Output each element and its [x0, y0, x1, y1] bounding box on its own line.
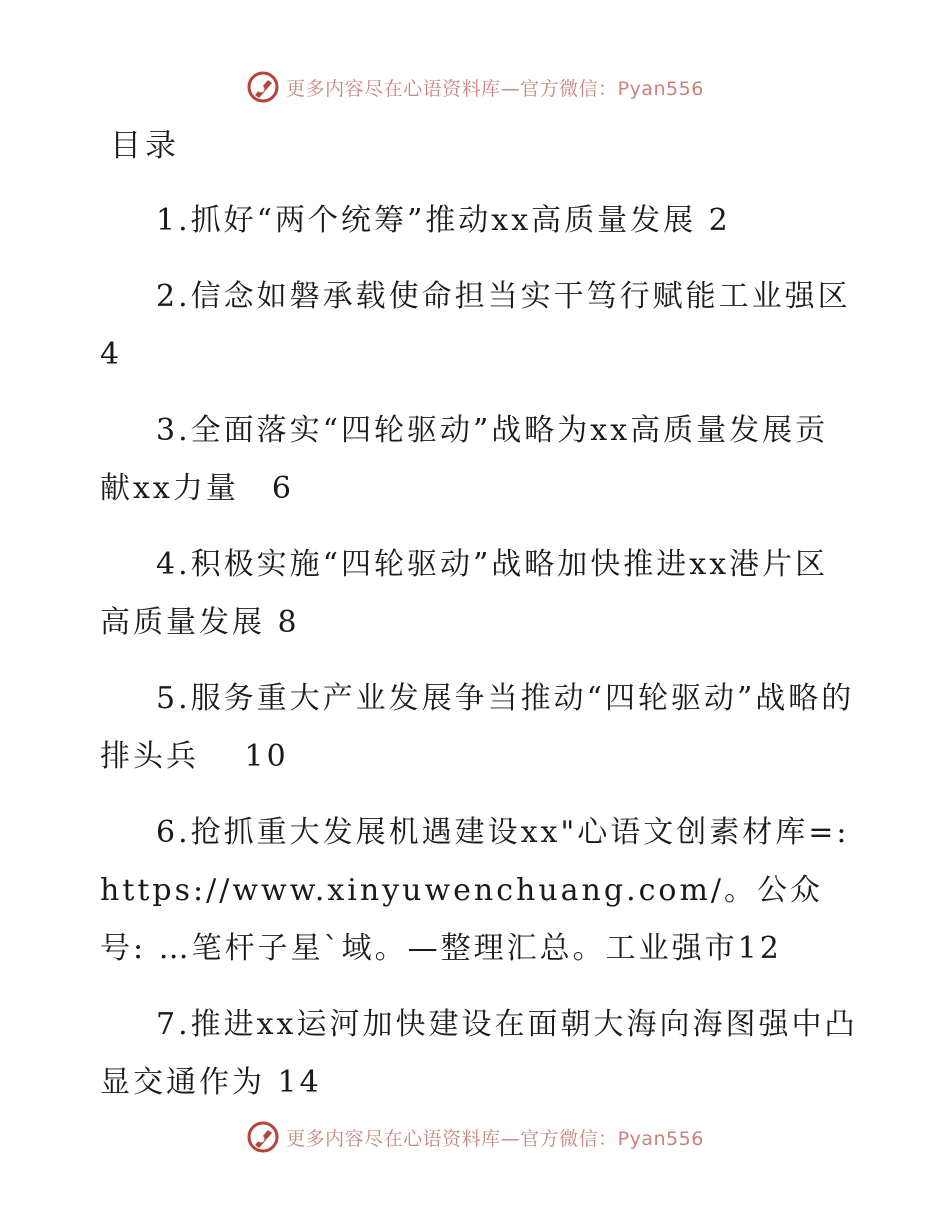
pen-seal-logo-icon	[246, 70, 280, 104]
header-watermark	[0, 70, 950, 104]
toc-item-5: 5.服务重大产业发展争当推动“四轮驱动”战略的排头兵 10	[100, 681, 855, 774]
toc-title: 目录	[110, 128, 180, 164]
toc-item-1: 1.抓好“两个统筹”推动xx高质量发展 2	[156, 203, 731, 238]
footer-watermark	[0, 1120, 950, 1154]
toc-list	[100, 192, 860, 1130]
toc-item-6: 6.抢抓重大发展机遇建设xx"心语文创素材库=: https://www.xinyuwenchuang.com/。公众号: …笔杆子星`域。—整理汇总。工业强市12	[100, 815, 850, 966]
watermark-text: 更多内容尽在心语资料库—官方微信：Pyan556	[286, 1127, 704, 1150]
toc-item-4: 4.积极实施“四轮驱动”战略加快推进xx港片区高质量发展 8	[100, 547, 829, 640]
pen-seal-logo-icon	[246, 1120, 280, 1154]
toc-item-3: 3.全面落实“四轮驱动”战略为xx高质量发展贡献xx力量 6	[100, 413, 829, 506]
watermark-text: 更多内容尽在心语资料库—官方微信：Pyan556	[286, 77, 704, 100]
toc-item-7: 7.推进xx运河加快建设在面朝大海向海图强中凸显交通作为 14	[100, 1007, 858, 1100]
toc-item-2: 2.信念如磐承载使命担当实干笃行赋能工业强区 4	[100, 279, 851, 372]
